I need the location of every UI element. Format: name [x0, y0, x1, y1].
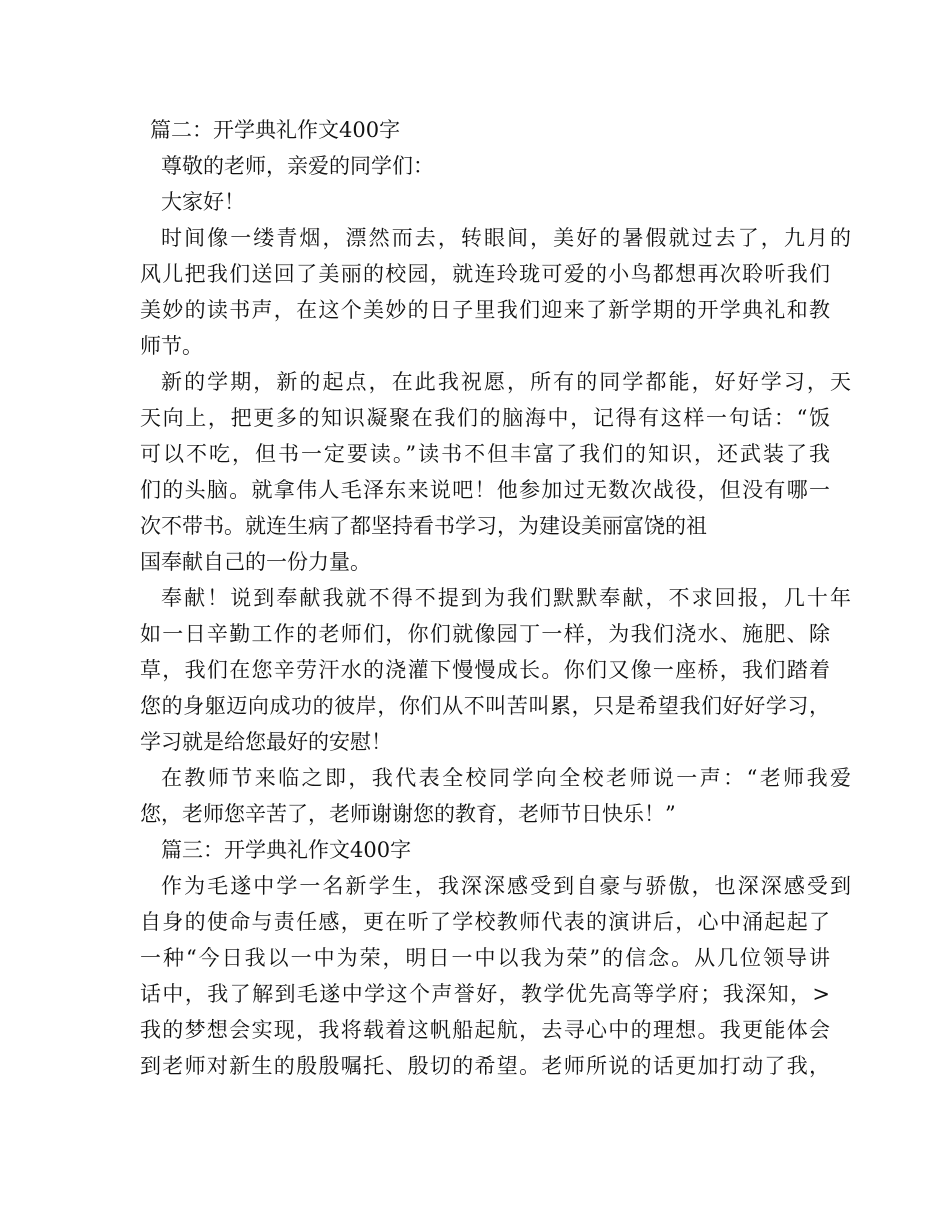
text-line: 次不带书。就连生病了都坚持看书学习，为建设美丽富饶的祖 — [140, 514, 707, 538]
text-line: 师节。 — [140, 334, 203, 358]
text-line: 您的身躯迈向成功的彼岸，你们从不叫苦叫累，只是希望我们好好学习， — [140, 694, 830, 718]
text-line: 可以不吃，但书一定要读。”读书不但丰富了我们的知识，还武装了我 — [140, 442, 830, 466]
document-body — [140, 112, 851, 1084]
text-line: 篇三：开学典礼作文400字 — [161, 838, 412, 862]
text-line: 国奉献自己的一份力量。 — [140, 550, 371, 574]
text-line: 自身的使命与责任感，更在听了学校教师代表的演讲后，心中涌起起了 — [140, 910, 830, 934]
text-line: 学习就是给您最好的安慰！ — [140, 730, 392, 754]
text-line: 如一日辛勤工作的老师们，你们就像园丁一样，为我们浇水、施肥、除 — [140, 622, 830, 646]
text-line: 风儿把我们送回了美丽的校园，就连玲珑可爱的小鸟都想再次聆听我们 — [140, 262, 830, 286]
text-line: 您，老师您辛苦了，老师谢谢您的教育，老师节日快乐！” — [140, 802, 676, 826]
text-line: 奉献！说到奉献我就不得不提到为我们默默奉献，不求回报，几十年 — [161, 586, 851, 610]
text-line: 篇二：开学典礼作文400字 — [150, 118, 401, 142]
text-line: 作为毛遂中学一名新学生，我深深感受到自豪与骄傲，也深深感受到 — [161, 874, 851, 898]
text-line: 尊敬的老师，亲爱的同学们： — [161, 154, 434, 178]
text-line: 话中，我了解到毛遂中学这个声誉好，教学优先高等学府；我深知，> — [140, 982, 830, 1006]
text-line: 大家好！ — [161, 190, 245, 214]
text-line: 到老师对新生的殷殷嘱托、殷切的希望。老师所说的话更加打动了我， — [140, 1054, 830, 1078]
text-line: 一种“今日我以一中为荣，明日一中以我为荣”的信念。从几位领导讲 — [140, 946, 830, 970]
text-line: 时间像一缕青烟，漂然而去，转眼间，美好的暑假就过去了，九月的 — [161, 226, 851, 250]
text-line: 美妙的读书声，在这个美妙的日子里我们迎来了新学期的开学典礼和教 — [140, 298, 830, 322]
text-line: 在教师节来临之即，我代表全校同学向全校老师说一声：“老师我爱 — [161, 766, 851, 790]
text-line: 天向上，把更多的知识凝聚在我们的脑海中，记得有这样一句话：“饭 — [140, 406, 830, 430]
text-line: 新的学期，新的起点，在此我祝愿，所有的同学都能，好好学习，天 — [161, 370, 851, 394]
text-line: 草，我们在您辛劳汗水的浇灌下慢慢成长。你们又像一座桥，我们踏着 — [140, 658, 830, 682]
text-line: 我的梦想会实现，我将载着这帆船起航，去寻心中的理想。我更能体会 — [140, 1018, 830, 1042]
text-line: 们的头脑。就拿伟人毛泽东来说吧！他参加过无数次战役，但没有哪一 — [140, 478, 830, 502]
